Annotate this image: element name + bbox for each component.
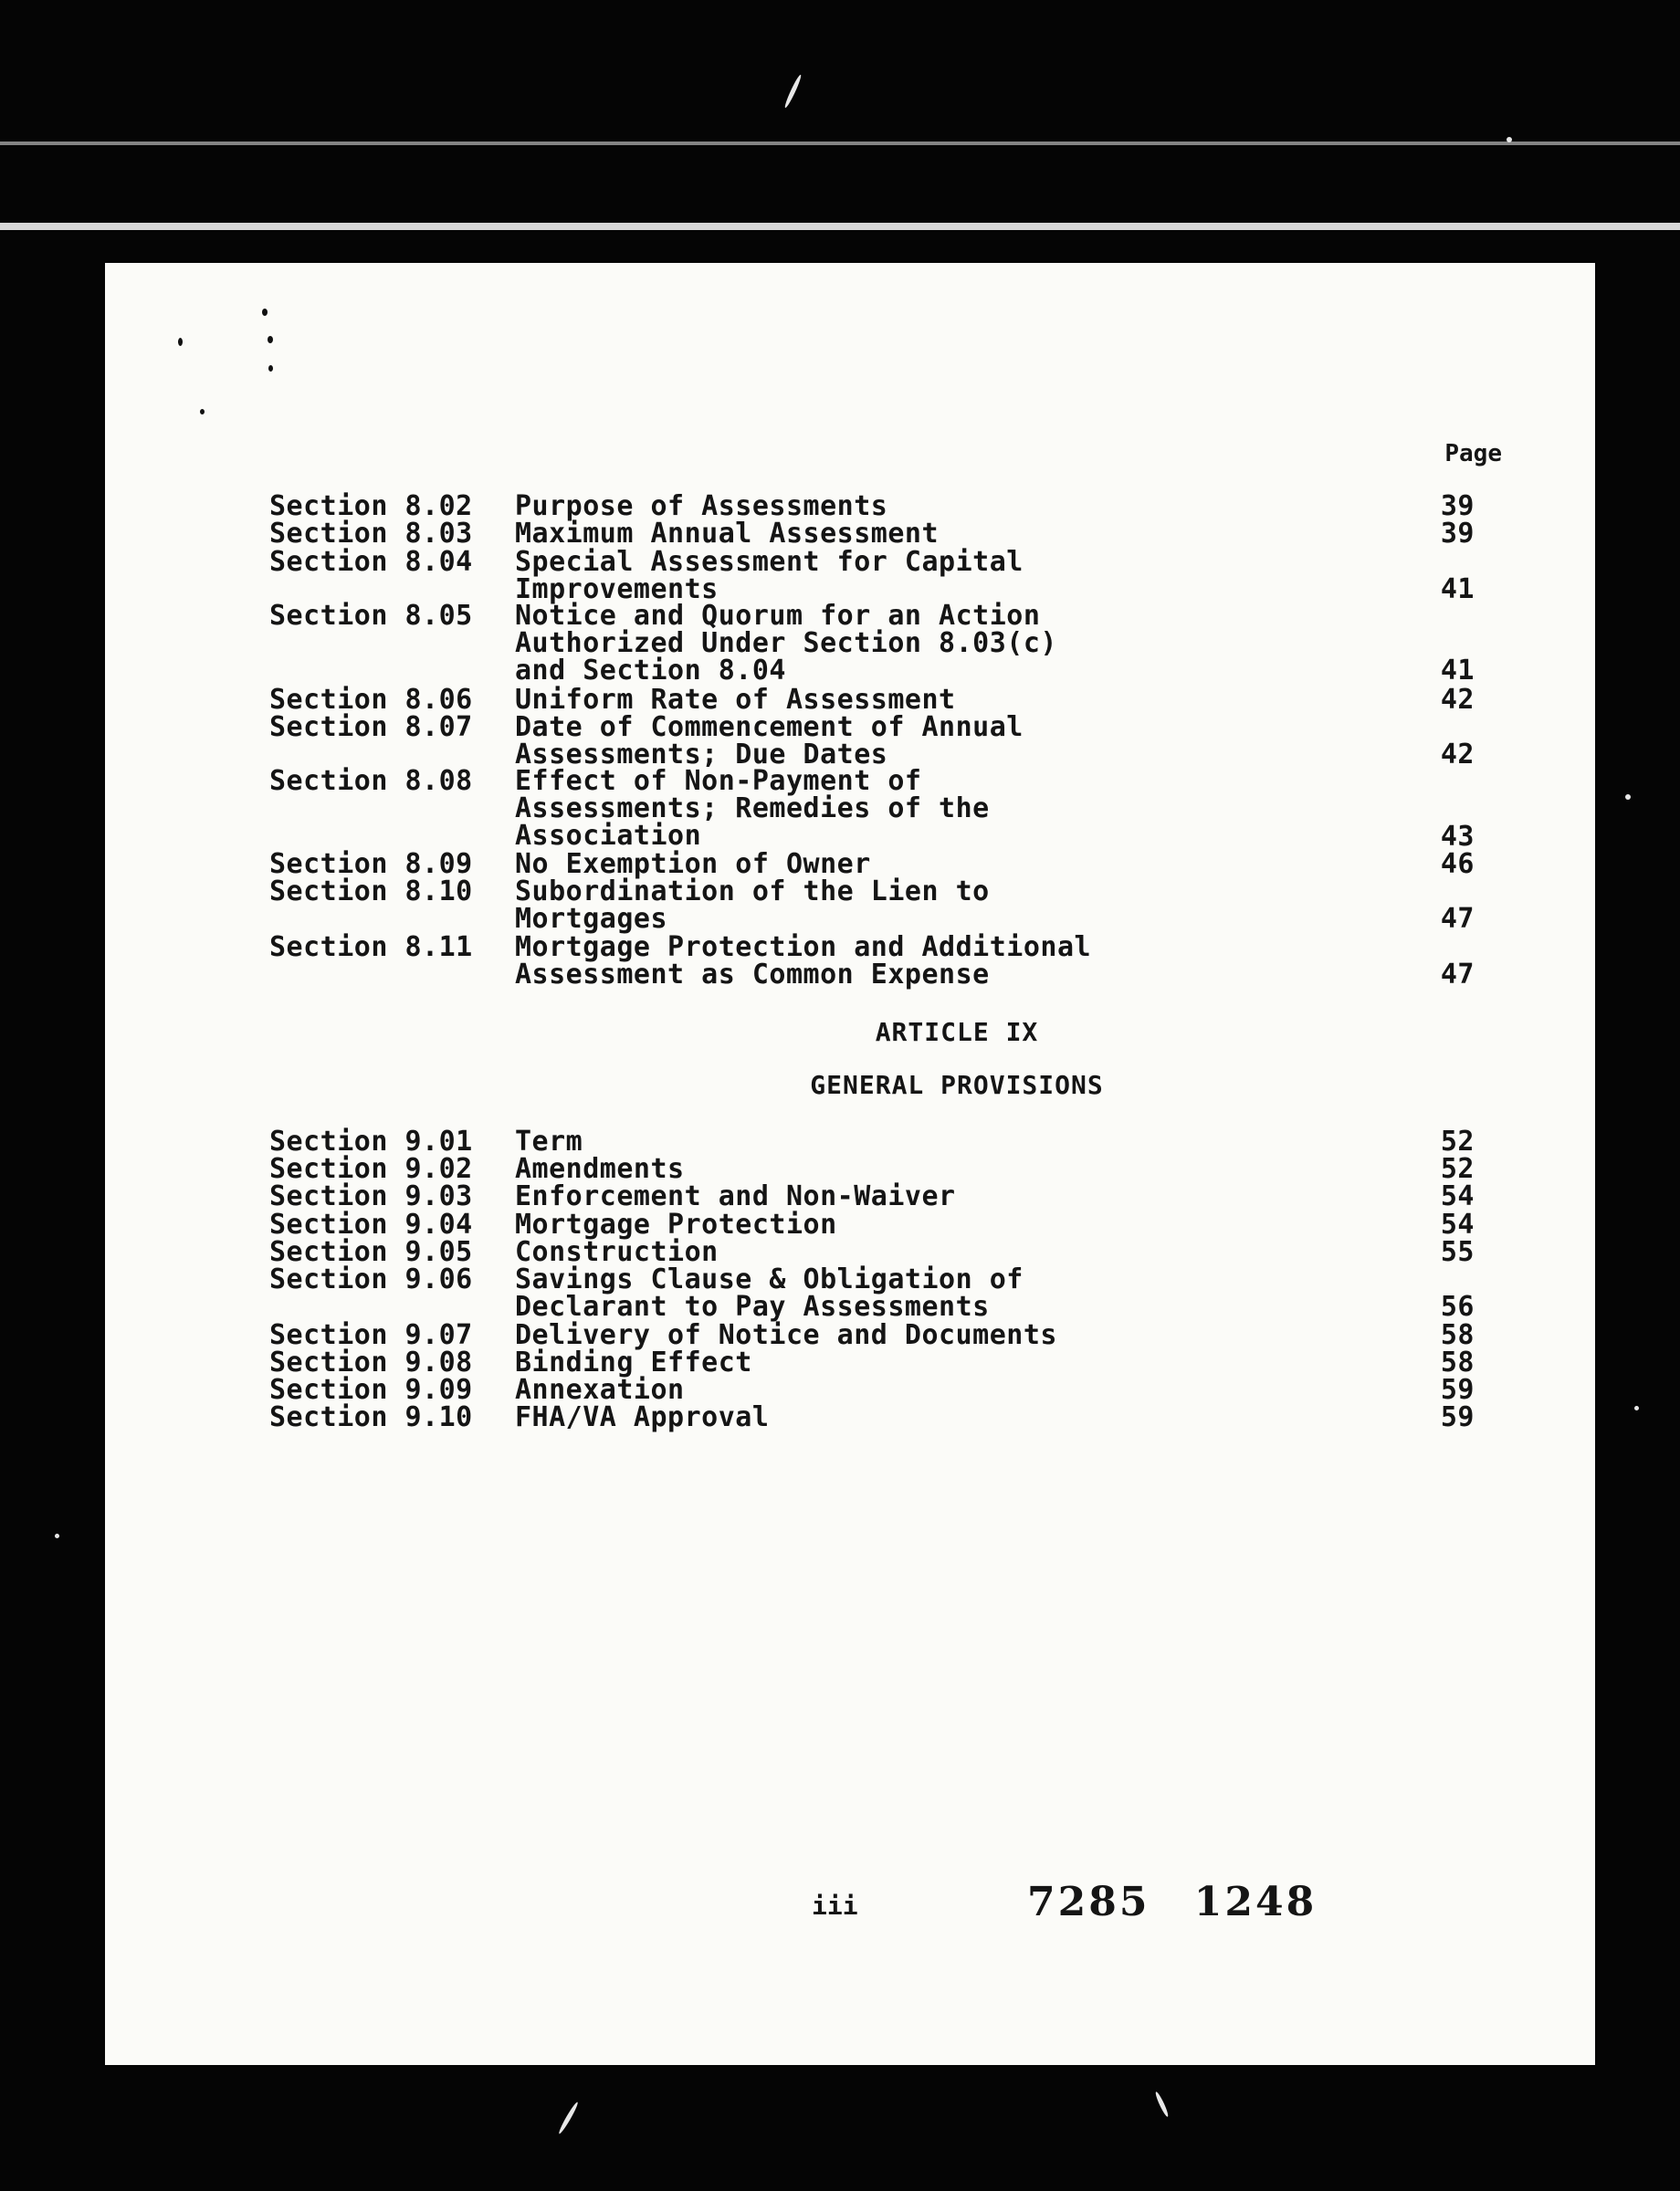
page-number: 59 (1440, 1374, 1475, 1406)
section-number: Section 9.05 (269, 1236, 473, 1268)
page-number: 58 (1440, 1347, 1475, 1379)
section-number: Section 9.08 (269, 1347, 473, 1379)
page-speck (268, 365, 273, 372)
section-title: Date of Commencement of Annual (515, 711, 1024, 743)
section-number: Section 8.06 (269, 684, 473, 716)
document-code: 7285 1248 (1027, 1879, 1318, 1925)
section-number: Section 8.03 (269, 518, 473, 550)
section-title: Mortgages (515, 903, 668, 935)
scan-speck (55, 1534, 59, 1538)
section-number: Section 9.09 (269, 1374, 473, 1406)
section-title: Uniform Rate of Assessment (515, 684, 956, 716)
section-number: Section 9.06 (269, 1263, 473, 1295)
page-number: 41 (1440, 573, 1475, 605)
page-number: 56 (1440, 1291, 1475, 1323)
article-subheading: GENERAL PROVISIONS (810, 1070, 1104, 1100)
page-number: 46 (1440, 848, 1475, 880)
page-number: 54 (1440, 1209, 1475, 1241)
scan-speck (1154, 2091, 1170, 2117)
section-number: Section 8.02 (269, 490, 473, 522)
page-number: 52 (1440, 1126, 1475, 1158)
page-speck (268, 336, 273, 343)
page-number: 39 (1440, 518, 1475, 550)
section-title: Assessments; Due Dates (515, 739, 888, 771)
section-title: Notice and Quorum for an Action (515, 600, 1041, 632)
scan-speck (1507, 137, 1512, 142)
scan-speck (557, 2101, 579, 2134)
section-number: Section 9.03 (269, 1180, 473, 1212)
page-column-header: Page (1444, 440, 1502, 467)
section-title: Mortgage Protection and Additional (515, 931, 1092, 963)
page-number: 43 (1440, 821, 1475, 853)
section-title: Term (515, 1126, 583, 1158)
document-page (105, 263, 1595, 2065)
section-title: Savings Clause & Obligation of (515, 1263, 1024, 1295)
page-number: 39 (1440, 490, 1475, 522)
page-number: 47 (1440, 903, 1475, 935)
section-number: Section 8.07 (269, 711, 473, 743)
section-title: Improvements (515, 573, 719, 605)
section-title: No Exemption of Owner (515, 848, 871, 880)
page-number: 42 (1440, 684, 1475, 716)
section-number: Section 8.04 (269, 546, 473, 578)
section-title: Mortgage Protection (515, 1209, 837, 1241)
section-number: Section 8.10 (269, 875, 473, 907)
page-number-roman: iii (812, 1891, 858, 1921)
page-number: 59 (1440, 1401, 1475, 1433)
section-title: and Section 8.04 (515, 655, 786, 687)
section-title: Construction (515, 1236, 719, 1268)
page-speck (262, 309, 268, 316)
section-title: Binding Effect (515, 1347, 752, 1379)
page-number: 55 (1440, 1236, 1475, 1268)
section-number: Section 8.08 (269, 765, 473, 797)
section-number: Section 9.02 (269, 1153, 473, 1185)
scan-speck (1625, 794, 1631, 800)
section-number: Section 9.04 (269, 1209, 473, 1241)
section-number: Section 8.09 (269, 848, 473, 880)
scan-speck (1634, 1406, 1639, 1410)
page-speck (200, 409, 205, 414)
section-title: Authorized Under Section 8.03(c) (515, 627, 1057, 659)
article-heading: ARTICLE IX (875, 1017, 1039, 1047)
section-number: Section 9.07 (269, 1319, 473, 1351)
section-title: Subordination of the Lien to (515, 875, 990, 907)
section-title: Effect of Non-Payment of (515, 765, 922, 797)
page-number: 47 (1440, 959, 1475, 991)
section-number: Section 8.11 (269, 931, 473, 963)
page-number: 52 (1440, 1153, 1475, 1185)
scan-edge-line (0, 223, 1680, 230)
page-number: 58 (1440, 1319, 1475, 1351)
section-title: Enforcement and Non-Waiver (515, 1180, 956, 1212)
section-title: Assessment as Common Expense (515, 959, 990, 991)
section-title: Declarant to Pay Assessments (515, 1291, 990, 1323)
section-title: Amendments (515, 1153, 685, 1185)
section-title: Association (515, 820, 702, 852)
page-number: 41 (1440, 655, 1475, 687)
section-title: Annexation (515, 1374, 685, 1406)
section-number: Section 9.10 (269, 1401, 473, 1433)
section-title: Maximum Annual Assessment (515, 518, 940, 550)
page-number: 54 (1440, 1180, 1475, 1212)
section-title: Assessments; Remedies of the (515, 792, 990, 824)
section-title: Delivery of Notice and Documents (515, 1319, 1057, 1351)
section-number: Section 8.05 (269, 600, 473, 632)
section-title: Purpose of Assessments (515, 490, 888, 522)
scan-speck (783, 74, 803, 109)
scan-edge-line (0, 142, 1680, 145)
page-number: 42 (1440, 739, 1475, 771)
section-number: Section 9.01 (269, 1126, 473, 1158)
section-title: FHA/VA Approval (515, 1401, 770, 1433)
section-title: Special Assessment for Capital (515, 546, 1024, 578)
page-speck (178, 338, 183, 346)
